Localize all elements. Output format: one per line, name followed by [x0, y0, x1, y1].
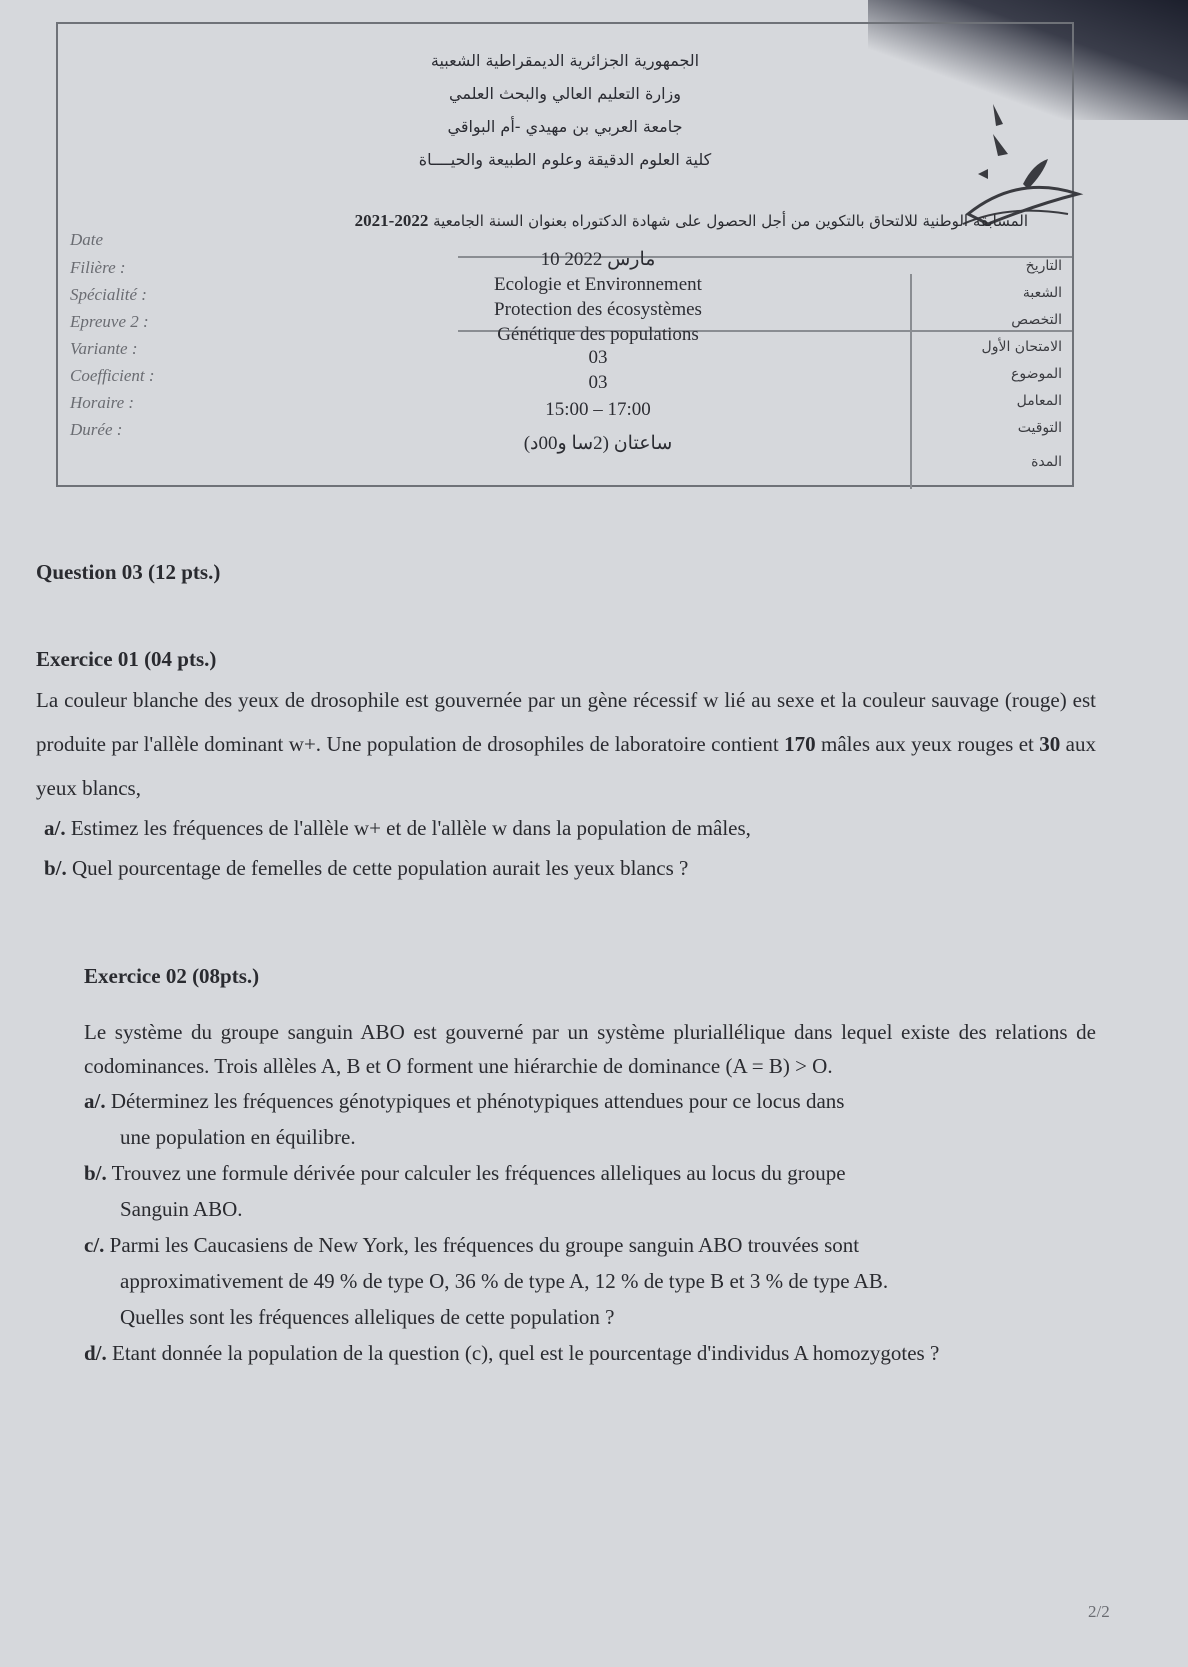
info-label: Spécialité :	[70, 285, 147, 304]
info-arabic: المدة	[1031, 454, 1062, 470]
info-value: ساعتان (2سا و00د)	[523, 433, 673, 454]
exercise-2-item-c: c/. Parmi les Caucasiens de New York, les fréquences du groupe sanguin ABO trouvées sont	[84, 1233, 860, 1257]
exercise-1-text: La couleur blanche des yeux de drosophile est gouvernée par un gène récessif w lié au sexe et la couleur sauvage (rouge) est produite par l'allèle dominant w+. Une population de drosophiles de laboratoire contient 170 mâles aux yeux rouges et 30 aux yeux blancs,	[36, 688, 1096, 800]
info-value: Ecologie et Environnement	[494, 274, 702, 295]
header-line: وزارة التعليم العالي والبحث العلمي	[449, 84, 681, 103]
exercise-2-intro: Le système du groupe sanguin ABO est gouverné par un système pluriallélique dans lequel existe des relations de codominances. Trois allèles A, B et O forment une hiérarchie de dominance (A = B) > O.	[84, 1020, 1096, 1078]
info-arabic: التوقيت	[1017, 420, 1062, 436]
info-arabic: المعامل	[1016, 393, 1062, 409]
header-line: الجمهورية الجزائرية الديمقراطية الشعبية	[430, 51, 700, 70]
exercise-2-item-c-cont: approximativement de 49 % de type O, 36 % de type A, 12 % de type B et 3 % de type AB.	[120, 1269, 889, 1293]
exercise-2-item-a-cont: une population en équilibre.	[120, 1125, 356, 1149]
exercise-1-item-a: a/. Estimez les fréquences de l'allèle w+ et de l'allèle w dans la population de mâles,	[44, 816, 751, 840]
info-arabic: الشعبة	[1022, 285, 1062, 301]
info-row	[58, 366, 1072, 394]
exercise-2-item-b: b/. Trouvez une formule dérivée pour calculer les fréquences alleliques au locus du groupe	[84, 1161, 846, 1185]
arabic-header-lines	[58, 44, 1072, 176]
info-label: Horaire :	[70, 393, 135, 412]
exam-header	[56, 22, 1074, 487]
exercise-1-item-b: b/. Quel pourcentage de femelles de cette population aurait les yeux blancs ?	[44, 856, 689, 880]
info-arabic: التاريخ	[1025, 258, 1062, 274]
info-row	[58, 393, 1072, 421]
info-value: Protection des écosystèmes	[494, 299, 702, 320]
exercise-2-title: Exercice 02 (08pts.)	[84, 964, 260, 988]
info-label: Durée :	[70, 420, 123, 439]
contest-text: المسابقة الوطنية للالتحاق بالتكوين من أجل الحصول على شهادة الدكتوراه بعنوان السنة الجامعية	[433, 212, 1028, 230]
info-value: 10 مارس 2022	[540, 249, 656, 270]
info-row	[58, 454, 1072, 482]
info-label: Date	[70, 230, 104, 249]
page-number: 2/2	[1088, 1602, 1110, 1621]
question-content	[36, 560, 1096, 1371]
exercise-2-item-c-question: Quelles sont les fréquences alleliques de cette population ?	[120, 1305, 615, 1329]
info-arabic: التخصص	[1011, 312, 1062, 328]
info-arabic: الموضوع	[1011, 366, 1062, 382]
info-row	[58, 312, 1072, 345]
exercise-1-title: Exercice 01 (04 pts.)	[36, 647, 217, 671]
info-row	[58, 420, 1072, 454]
header-line: جامعة العربي بن مهيدي -أم البواقي	[447, 117, 683, 136]
contest-line	[128, 211, 1028, 231]
exercise-2	[36, 964, 1096, 1371]
question-title: Question 03 (12 pts.)	[36, 560, 221, 584]
exercise-2-item-d: d/. Etant donnée la population de la question (c), quel est le pourcentage d'individus A homozygotes ?	[84, 1341, 940, 1365]
info-row	[58, 339, 1072, 367]
info-value: Génétique des populations	[497, 324, 699, 345]
info-label: Coefficient :	[70, 366, 155, 385]
info-value: 03	[588, 372, 608, 393]
contest-year: 2022-2021	[354, 211, 429, 230]
info-arabic: الامتحان الأول	[981, 339, 1062, 355]
info-label: Filière :	[70, 258, 126, 277]
count-white-males: 30	[1039, 732, 1061, 756]
info-label: Epreuve 2 :	[70, 312, 149, 331]
header-line: كلية العلوم الدقيقة وعلوم الطبيعة والحيــــاة	[418, 150, 712, 169]
info-label: Variante :	[70, 339, 138, 358]
exercise-2-item-b-cont: Sanguin ABO.	[120, 1197, 243, 1221]
info-value: 03	[588, 347, 608, 368]
count-red-males: 170	[784, 732, 816, 756]
exercise-2-item-a: a/. Déterminez les fréquences génotypiques et phénotypiques attendues pour ce locus dans	[84, 1089, 845, 1113]
info-value: 15:00 – 17:00	[545, 399, 651, 420]
